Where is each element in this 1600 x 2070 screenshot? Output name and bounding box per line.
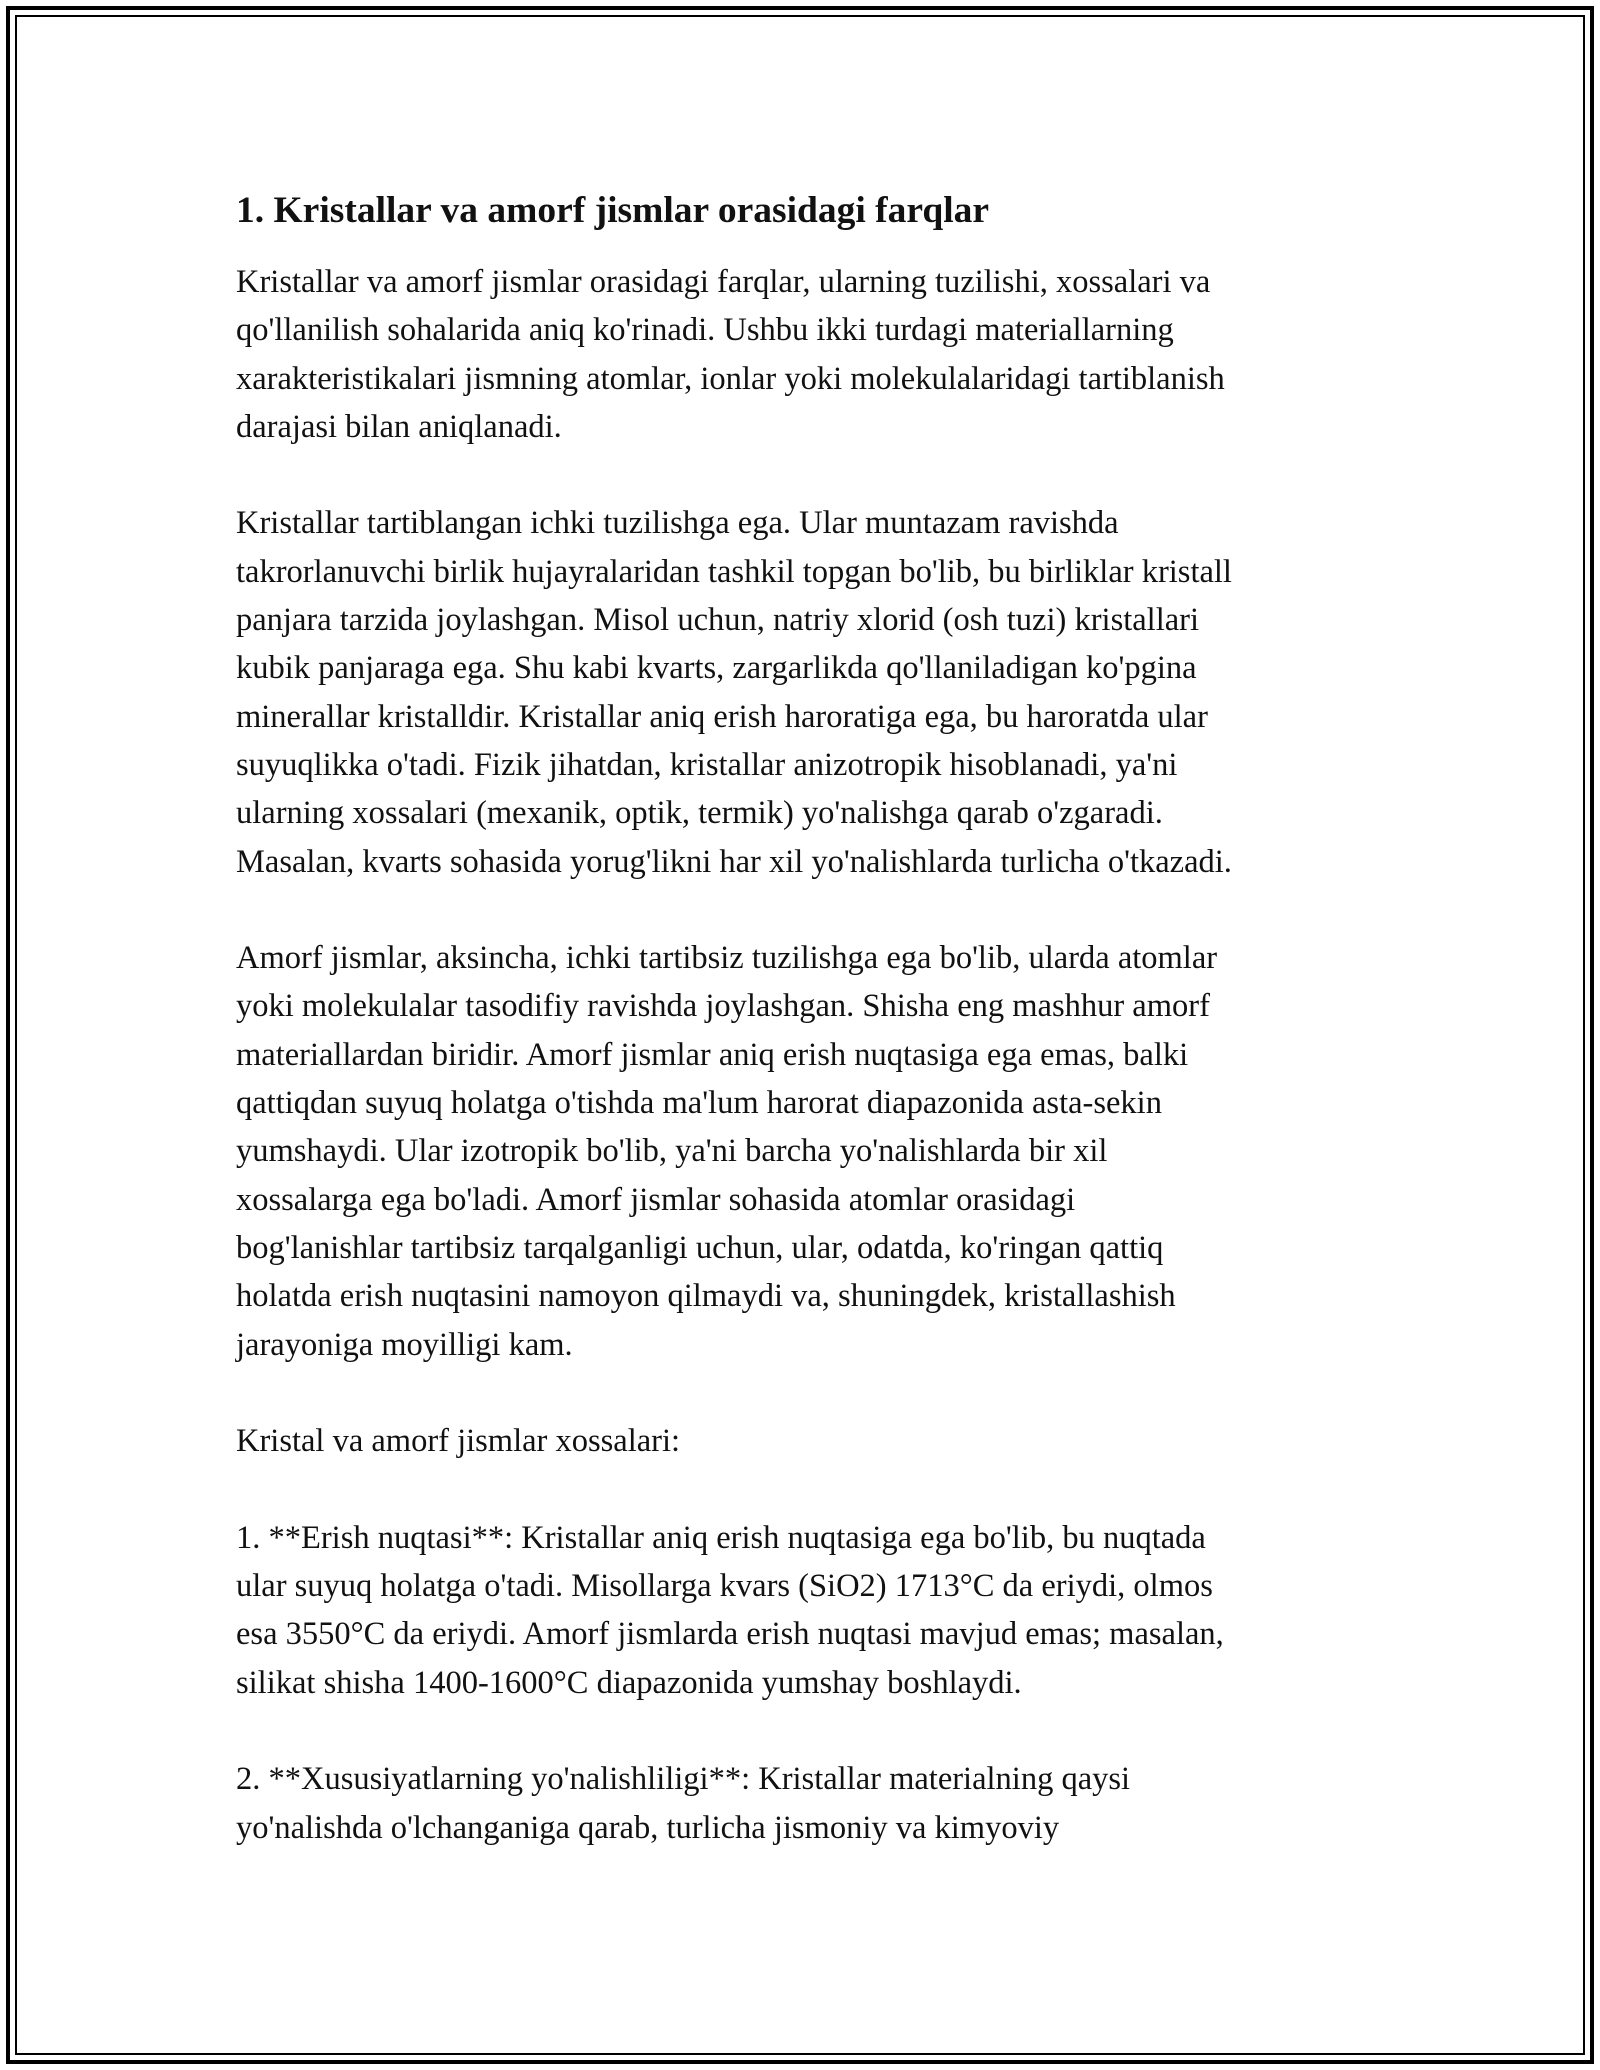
text-line: Kristallar va amorf jismlar orasidagi farqlar, ularning tuzilishi, xossalari va — [236, 264, 1211, 300]
text-line: suyuqlikka o'tadi. Fizik jihatdan, kristallar anizotropik hisoblanadi, ya'ni — [236, 746, 1178, 783]
text-line: darajasi bilan aniqlanadi. — [236, 408, 562, 445]
text-line: materiallardan biridir. Amorf jismlar aniq erish nuqtasiga ega emas, balki — [236, 1036, 1189, 1073]
text-line: esa 3550°C da eriydi. Amorf jismlarda erish nuqtasi mavjud emas; masalan, — [236, 1616, 1224, 1653]
text-line: holatda erish nuqtasini namoyon qilmaydi va, shuningdek, kristallashish — [236, 1278, 1176, 1315]
text-line: silikat shisha 1400-1600°C diapazonida yumshay boshlaydi. — [236, 1664, 1022, 1701]
paragraph-melting-point — [236, 1514, 1376, 1707]
text-line: Kristal va amorf jismlar xossalari: — [236, 1423, 681, 1460]
text-line: panjara tarzida joylashgan. Misol uchun, natriy xlorid (osh tuzi) kristallari — [236, 602, 1200, 639]
text-line: ular suyuq holatga o'tadi. Misollarga kvars (SiO2) 1713°C da eriydi, olmos — [236, 1568, 1213, 1605]
text-line: Amorf jismlar, aksincha, ichki tartibsiz tuzilishga ega bo'lib, ularda atomlar — [236, 940, 1218, 977]
text-line: xossalarga ega bo'ladi. Amorf jismlar sohasida atomlar orasidagi — [236, 1181, 1076, 1218]
text-line: qo'llanilish sohalarida aniq ko'rinadi. Ushbu ikki turdagi materiallarning — [236, 312, 1174, 349]
paragraph-amorphous — [236, 934, 1376, 1369]
text-line: qattiqdan suyuq holatga o'tishda ma'lum harorat diapazonida asta-sekin — [236, 1085, 1162, 1122]
text-line: Kristallar tartiblangan ichki tuzilishga ega. Ular muntazam ravishda — [236, 505, 1119, 542]
text-line: 2. **Xususiyatlarning yo'nalishliligi**: Kristallar materialning qaysi — [236, 1761, 1131, 1798]
paragraph-intro — [236, 258, 1376, 451]
text-line: minerallar kristalldir. Kristallar aniq erish haroratiga ega, bu haroratda ular — [236, 698, 1208, 735]
document-body — [236, 186, 1376, 1852]
text-line: ularning xossalari (mexanik, optik, termik) yo'nalishga qarab o'zgaradi. — [236, 795, 1163, 832]
paragraph-crystals — [236, 499, 1376, 885]
text-line: jarayoniga moyilligi kam. — [236, 1326, 573, 1363]
text-line: yumshaydi. Ular izotropik bo'lib, ya'ni barcha yo'nalishlarda bir xil — [236, 1133, 1108, 1170]
paragraph-properties-heading — [236, 1417, 1376, 1465]
text-line: Masalan, kvarts sohasida yorug'likni har xil yo'nalishlarda turlicha o'tkazadi. — [236, 843, 1232, 880]
text-line: bog'lanishlar tartibsiz tarqalganligi uchun, ular, odatda, ko'ringan qattiq — [236, 1229, 1164, 1266]
text-line: xarakteristikalari jismning atomlar, ionlar yoki molekulalaridagi tartiblanish — [236, 360, 1225, 397]
text-line: takrorlanuvchi birlik hujayralaridan tashkil topgan bo'lib, bu birliklar kristall — [236, 553, 1232, 590]
text-line: 1. **Erish nuqtasi**: Kristallar aniq erish nuqtasiga ega bo'lib, bu nuqtada — [236, 1519, 1206, 1556]
text-line: yoki molekulalar tasodifiy ravishda joylashgan. Shisha eng mashhur amorf — [236, 988, 1210, 1025]
paragraph-directionality — [236, 1755, 1376, 1852]
page-title: 1. Kristallar va amorf jismlar orasidagi farqlar — [236, 190, 990, 231]
text-line: kubik panjaraga ega. Shu kabi kvarts, zargarlikda qo'llaniladigan ko'pgina — [236, 650, 1197, 687]
text-line: yo'nalishda o'lchanganiga qarab, turlicha jismoniy va kimyoviy — [236, 1809, 1060, 1846]
